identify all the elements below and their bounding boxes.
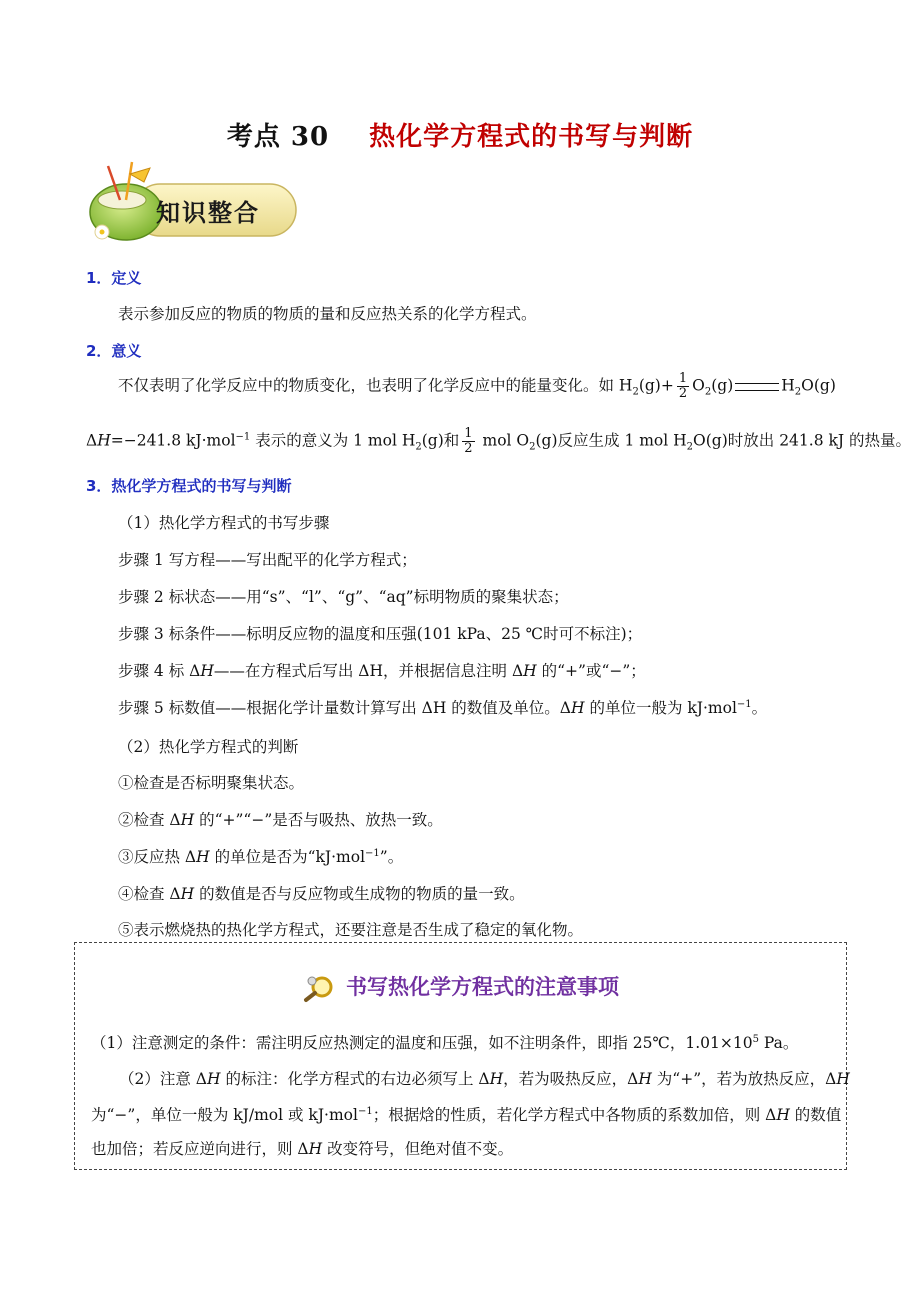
step-4: 步骤 4 标 ΔH——在方程式后写出 ΔH，并根据信息注明 ΔH 的“+”或“−”； <box>118 662 646 680</box>
section-2-line-2: ΔH=−241.8 kJ·mol$^{-1}$ 表示的意义为 1 mol $H_2(g)$和 $\frac{1}{2}$ mol $O_2(g)$反应生成 1 mol $H_2O(g)$时放出 241.8 kJ 的热量。 <box>86 426 912 456</box>
section-2-heading: 2．意义 <box>86 342 142 360</box>
page-title <box>0 116 920 153</box>
step-3: 步骤 3 标条件——标明反应物的温度和压强(101 kPa、25 ℃时可不标注)； <box>118 625 643 643</box>
note-box <box>74 942 850 1170</box>
note-paragraph-3: 为“−”，单位一般为 kJ/mol 或 kJ·mol$^{-1}$；根据焓的性质，若化学方程式中各物质的系数加倍，则 ΔH 的数值 <box>91 1105 842 1124</box>
note-paragraph-2: （2）注意 ΔH 的标注：化学方程式的右边必须写上 ΔH，若为吸热反应，ΔH 为“+”，若为放热反应，ΔH <box>119 1070 850 1088</box>
note-title: 书写热化学方程式的注意事项 <box>75 971 846 1003</box>
step-2: 步骤 2 标状态——用“s”、“l”、“g”、“aq”标明物质的聚集状态； <box>118 588 569 606</box>
section-2-line-1: 不仅表明了化学反应中的物质变化，也表明了化学反应中的能量变化。如 $H_2(g)+$ $\frac{1}{2}$ $O_2(g)$ $H_2O(g)$ <box>118 371 836 401</box>
check-2: ②检查 ΔH 的“+”“−”是否与吸热、放热一致。 <box>118 811 443 829</box>
check-1: ①检查是否标明聚集状态。 <box>118 774 305 792</box>
banner-label: 知识整合 <box>156 199 260 227</box>
check-5: ⑤表示燃烧热的热化学方程式，还要注意是否生成了稳定的氧化物。 <box>118 921 584 939</box>
note-paragraph-4: 也加倍；若反应逆向进行，则 ΔH 改变符号，但绝对值不变。 <box>91 1140 514 1158</box>
step-1: 步骤 1 写方程——写出配平的化学方程式； <box>118 551 417 569</box>
title-name: 热化学方程式的书写与判断 <box>369 122 694 152</box>
note-paragraph-1: （1）注意测定的条件：需注明反应热测定的温度和压强，如不注明条件，即指 25℃，$1.01\times 10^5$ Pa。 <box>91 1033 799 1052</box>
section-3-heading: 3．热化学方程式的书写与判断 <box>86 477 292 495</box>
fraction-half: $\frac{1}{2}$ <box>678 371 688 401</box>
section-1-heading: 1．定义 <box>86 269 142 287</box>
title-number: 考点 30 <box>226 122 330 152</box>
subsection-judging: （2）热化学方程式的判断 <box>118 738 299 756</box>
magnifier-icon <box>302 973 338 1003</box>
knowledge-banner <box>86 160 301 246</box>
check-4: ④检查 ΔH 的数值是否与反应物或生成物的物质的量一致。 <box>118 885 525 903</box>
section-1-text: 表示参加反应的物质的物质的量和反应热关系的化学方程式。 <box>118 305 537 323</box>
step-5: 步骤 5 标数值——根据化学计量数计算写出 ΔH 的数值及单位。ΔH 的单位一般为 kJ·mol$^{-1}$。 <box>118 698 768 717</box>
subsection-writing-steps: （1）热化学方程式的书写步骤 <box>118 514 330 532</box>
check-3: ③反应热 ΔH 的单位是否为“kJ·mol$^{-1}$”。 <box>118 847 404 866</box>
equals-sign-icon <box>735 383 779 391</box>
